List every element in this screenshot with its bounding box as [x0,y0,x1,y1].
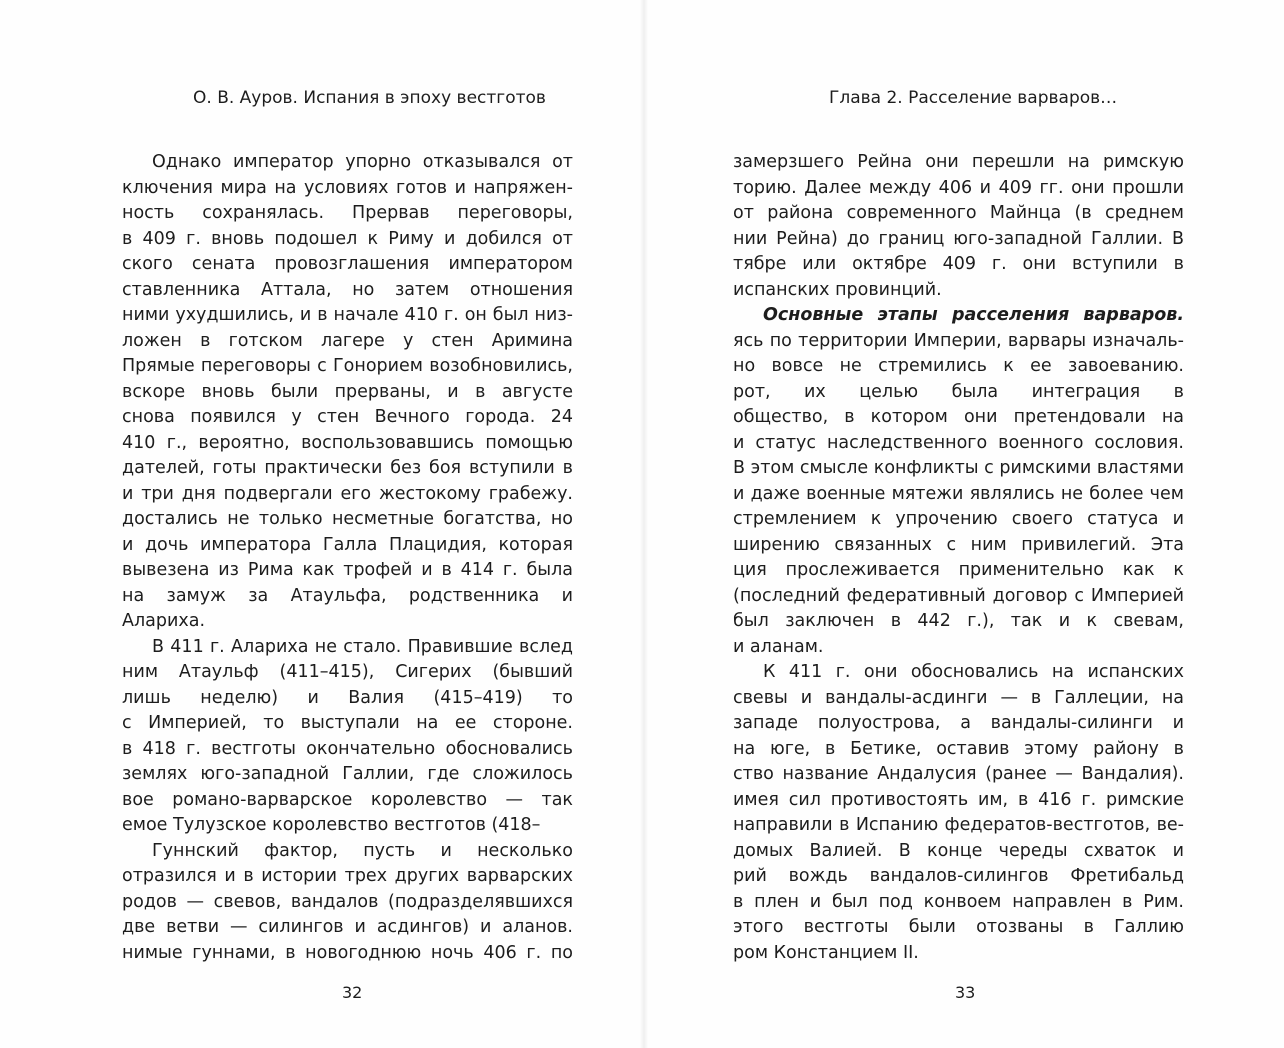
text-line: В 411 г. Алариха не стало. Правившие вслед [152,636,573,657]
text-line: ними ухудшились, и в начале 410 г. он был низ- [122,305,573,325]
text-line: Гуннский фактор, пусть и несколько [152,840,573,861]
text-line: Прямые переговоры с Гонорием возобновились, [122,356,573,376]
text-line: общество, в котором они претендовали на [733,407,1184,427]
text-line: дателей, готы практически без боя вступили в [122,458,573,478]
text-line: ставленника Аттала, но затем отношения [122,279,573,300]
text-line: К 411 г. они обосновались на испанских [763,662,1184,682]
text-line: родов — свевов, вандалов (подразделявшихся [122,891,573,912]
text-line: тябре или октябре 409 г. они вступили в [733,254,1184,274]
text-line: западе полуострова, а вандалы-силинги и [733,713,1184,733]
text-line: в 418 г. вестготы окончательно обосновались [122,738,573,759]
text-line: ство название Андалусия (ранее — Вандалия). [733,764,1184,784]
right-page-text [733,150,1184,966]
text-line: ключения мира на условиях готов и напряжен- [122,177,573,198]
text-line: В этом смысле конфликты с римскими властями [733,458,1184,478]
text-line: но вовсе не стремились к ее завоеванию. [733,356,1184,376]
text-line: и аланам. [733,636,824,657]
text-line: этого вестготы были отозваны в Галлию [733,917,1184,937]
text-line: 410 г., вероятно, воспользовавшись помощью [122,432,573,453]
text-line: ясь по территории Империи, варвары изначаль- [733,330,1184,351]
page-number-right: 33 [955,983,976,1002]
text-line: ложен в готском лагере у стен Аримина [122,330,573,351]
text-line: ширению связанных с ним привилегий. Эта [733,534,1184,555]
text-line: и дочь императора Галла Плацидия, которая [122,534,573,555]
left-page [0,0,640,1048]
text-line: Однако император упорно отказывался от [152,152,573,172]
running-head-left: О. В. Ауров. Испания в эпоху вестготов [193,88,546,108]
text-line: и даже военные мятежи являлись не более чем [733,483,1184,504]
text-line: вое романо-варварское королевство — так [122,789,573,810]
text-line-with-subheading [733,303,1184,329]
text-line: лишь неделю) и Валия (415–419) то [122,687,573,708]
text-line: ним Атаульф (411–415), Сигерих (бывший [122,662,573,682]
text-line: снова появился у стен Вечного города. 24 [122,407,573,427]
text-line: нии Рейна) до границ юго-западной Галлии. В [733,228,1184,249]
text-line: направили в Испанию федератов-вестготов, ве- [733,815,1184,835]
text-line: две ветви — силингов и асдингов) и аланов. [122,917,573,937]
text-line: Алариха. [122,611,206,631]
text-line: достались не только несметные богатства, но [122,509,573,529]
text-line: рий вождь вандалов-силингов Фретибальд [733,866,1184,886]
left-page-text [122,150,573,966]
text-line: имея сил противостоять им, в 416 г. римские [733,789,1184,810]
text-line: (последний федеративный договор с Империей [733,585,1184,606]
running-head-right: Глава 2. Расселение варваров… [829,88,1118,108]
right-page [644,0,1284,1048]
text-line: вывезена из Рима как трофей и в 414 г. была [122,560,573,580]
section-subheading: Основные этапы расселения варваров. [763,305,1184,325]
text-line: землях юго-западной Галлии, где сложилось [122,764,573,784]
text-line: отразился и в истории трех других варварских [122,866,573,886]
text-line: на замуж за Атаульфа, родственника и [122,585,573,606]
text-line: испанских провинций. [733,279,942,300]
text-line: от района современного Майнца (в среднем [733,203,1184,223]
text-line: ность сохранялась. Прервав переговоры, [122,203,573,223]
text-line: и статус наследственного военного сословия. [733,432,1184,453]
text-line: ция прослеживается применительно как к [733,560,1184,580]
text-line: вскоре вновь были прерваны, и в августе [122,381,573,402]
text-line: и три дня подвергали его жестокому грабежу. [122,483,573,504]
text-line: домых Валией. В конце череды схваток и [733,840,1184,861]
text-line: торию. Далее между 406 и 409 гг. они прошли [733,177,1184,198]
text-line: на юге, в Бетике, оставив этому району в [733,738,1184,759]
page-number-left: 32 [342,983,363,1002]
text-line: в плен и был под конвоем направлен в Рим. [733,891,1184,912]
text-line: стремлением к упрочению своего статуса и [733,509,1184,529]
text-line: замерзшего Рейна они перешли на римскую [733,152,1184,172]
text-line: ром Констанцием II. [733,942,919,963]
text-line: емое Тулузское королевство вестготов (418– [122,815,541,835]
text-line: рот, их целью была интеграция в [733,381,1184,402]
text-line: был заключен в 442 г.), так и к свевам, [733,611,1184,631]
text-line: свевы и вандалы-асдинги — в Галлеции, на [733,687,1184,708]
text-line: в 409 г. вновь подошел к Риму и добился от [122,228,573,249]
text-line: с Империей, то выступали на ее стороне. [122,713,573,733]
text-line: ского сената провозглашения императором [122,254,573,274]
text-line: нимые гуннами, в новогоднюю ночь 406 г. по [122,942,573,963]
